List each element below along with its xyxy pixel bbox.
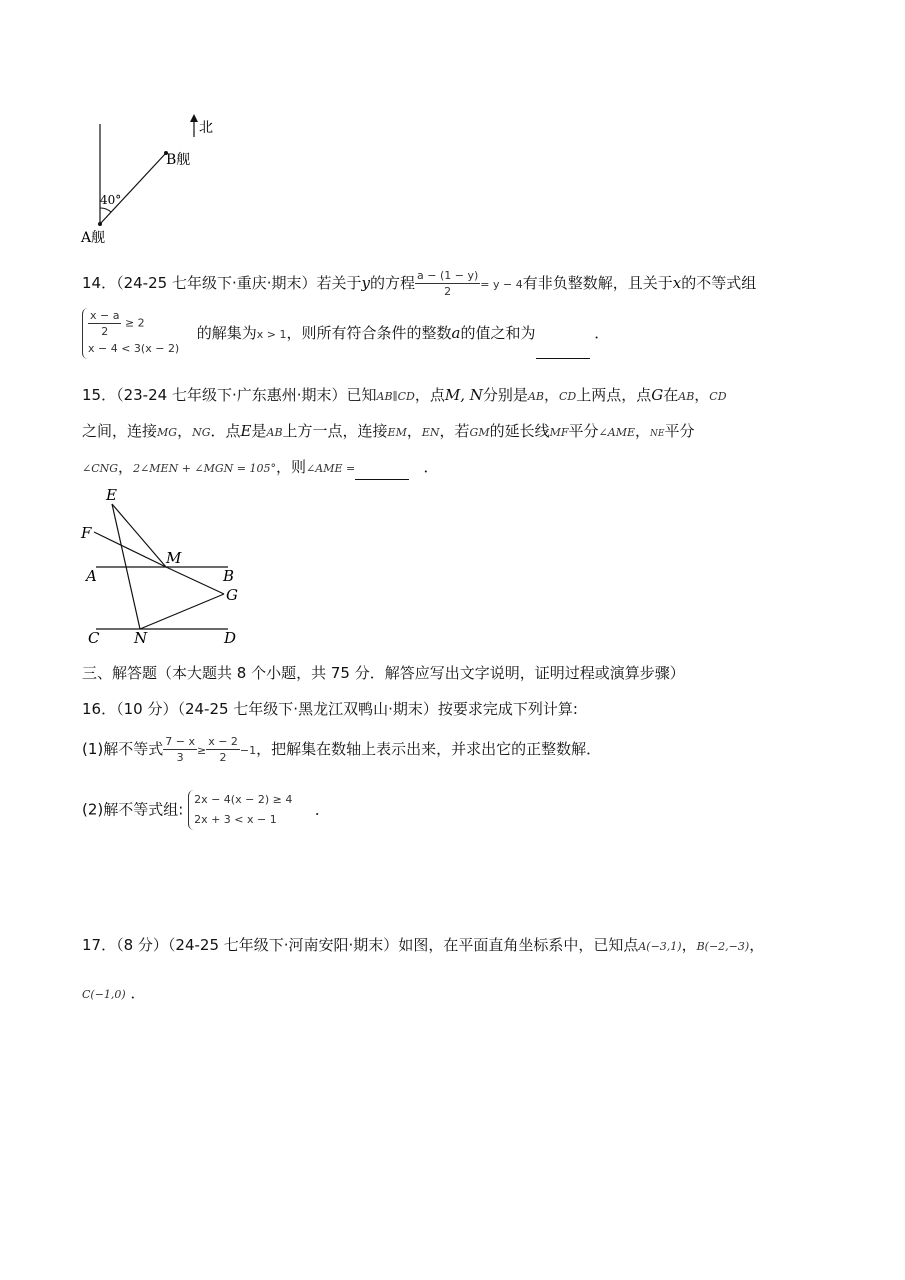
- point-m-label: M: [166, 549, 182, 567]
- q14-equation-fraction: $\frac{a - (1 - y)}{2}$: [417, 269, 479, 298]
- geometry-figure: [78, 486, 253, 651]
- q15-answer-blank[interactable]: [355, 463, 409, 480]
- point-a-label: A: [86, 567, 97, 585]
- q16-line1: 16．（10 分）（24-25 七年级下·黑龙江双鸭山·期末）按要求完成下列计算:: [82, 700, 578, 718]
- q15-line1: 15．（23-24 七年级下·广东惠州·期末）已知AB∥CD，点M, N分别是AB，CD上两点，点G在AB，CD: [82, 386, 727, 404]
- q17-line1: 17．（8 分）（24-25 七年级下·河南安阳·期末）如图，在平面直角坐标系中，已知点A(−3,1)，B(−2,−3)，: [82, 936, 765, 954]
- q14-line1: 14．（24-25 七年级下·重庆·期末）若关于y的方程 $\frac{a - (1 - y)}{2}$ = y − 4有非负整数解，且关于x的不等式组: [82, 269, 757, 298]
- q15-line2: 之间，连接MG，NG．点E是AB上方一点，连接EM，EN，若GM的延长线MF平分∠AME，NE平分: [82, 422, 695, 440]
- point-f-label: F: [81, 524, 92, 542]
- point-b-label: B: [223, 567, 235, 585]
- q14-inequality-system: $\frac{x - a}{2}$ ≥ 2 x − 4 < 3(x − 2): [82, 308, 178, 359]
- q16-inequality-system: 2x − 4(x − 2) ≥ 4 2x + 3 < x − 1: [188, 790, 306, 830]
- ship-b-label: B舰: [166, 152, 191, 168]
- ship-a-label: A舰: [81, 230, 106, 246]
- q16-part2: (2)解不等式组: 2x − 4(x − 2) ≥ 4 2x + 3 < x − 1 ．: [82, 790, 330, 830]
- q14-line2: $\frac{x - a}{2}$ ≥ 2 x − 4 < 3(x − 2) 的解集为x > 1，则所有符合条件的整数a的值之和为 ．: [82, 308, 609, 359]
- ships-figure: [78, 112, 228, 252]
- north-label: 北: [199, 120, 213, 136]
- point-g-label: G: [226, 586, 238, 604]
- q17-line2: C(−1,0) ．: [82, 984, 146, 1002]
- point-n-label: N: [134, 629, 148, 647]
- point-d-label: D: [224, 629, 237, 647]
- q16-part1: (1)解不等式 $\frac{7 - x}{3}$ ≥ $\frac{x - 2}{2}$ −1，把解集在数轴上表示出来，并求出它的正整数解．: [82, 735, 602, 764]
- point-e-label: E: [106, 486, 117, 504]
- point-c-label: C: [88, 629, 100, 647]
- section-heading: 三、解答题（本大题共 8 个小题，共 75 分．解答应写出文字说明，证明过程或演算步骤）: [82, 664, 685, 682]
- angle-label: 40°: [100, 193, 122, 207]
- q15-line3: ∠CNG，2∠MEN + ∠MGN = 105°，则∠AME = ．: [82, 456, 439, 480]
- q14-answer-blank[interactable]: [536, 342, 590, 359]
